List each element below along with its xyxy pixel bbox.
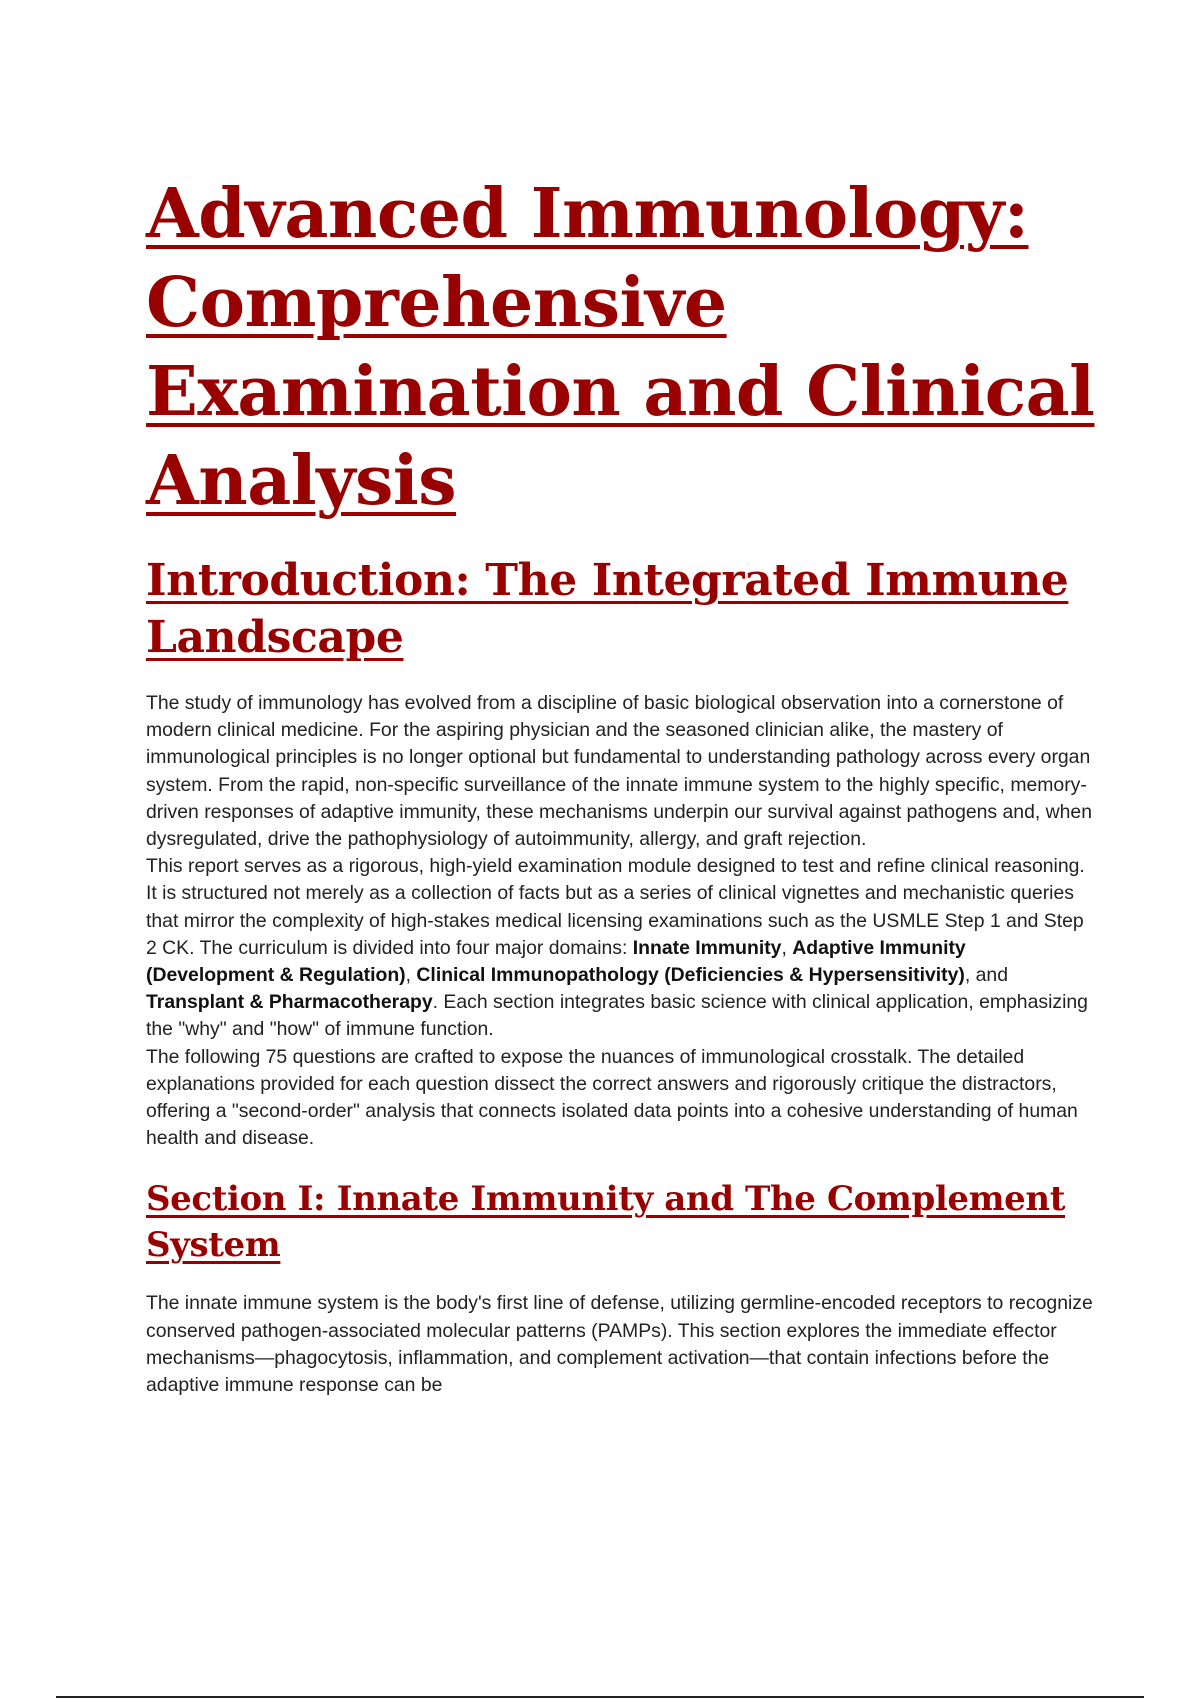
- separator: ,: [781, 936, 793, 959]
- paragraph-2-lead: This report serves as a rigorous, high-yield examination module designed to test and refine clinical reasoning. It is structured not merely as a collection of facts but as a series of clinical vignettes and mechanistic queries that mirror the complexity of high-stakes medical licensing examinations such as the USMLE Step 1 and Step 2 CK. The curriculum is divided into four major domains:: [146, 855, 1085, 959]
- section-1-paragraph-1: The innate immune system is the body's first line of defense, utilizing germline-encoded receptors to recognize conserved pathogen-associated molecular patterns (PAMPs). This section explores the immediate effector mechanisms—phagocytosis, inflammation, and complement activation—that contain infections before the adaptive immune response can be: [146, 1292, 1093, 1397]
- domain-transplant-pharmacotherapy: Transplant & Pharmacotherapy: [146, 991, 433, 1014]
- domain-clinical-immunopathology: Clinical Immunopathology (Deficiencies & Hypersensitivity): [416, 964, 965, 987]
- domain-innate-immunity: Innate Immunity: [632, 936, 782, 959]
- separator: ,: [405, 964, 417, 987]
- separator: , and: [964, 964, 1009, 987]
- introduction-heading: Introduction: The Integrated Immune Landscape: [146, 555, 1069, 663]
- section-1-heading: Section I: Innate Immunity and The Complement System: [146, 1179, 1066, 1266]
- document-title: Advanced Immunology: Comprehensive Examination and Clinical Analysis: [146, 174, 1095, 521]
- page-bottom-rule: [56, 1696, 1144, 1698]
- paragraph-2-tail: . Each section integrates basic science with clinical application, emphasizing the "why" and "how" of immune function.: [146, 991, 1088, 1041]
- introduction-paragraph-3: The following 75 questions are crafted to expose the nuances of immunological crosstalk. The detailed explanations provided for each question dissect the correct answers and rigorously critique the distractors, offering a "second-order" analysis that connects isolated data points into a cohesive understanding of human health and disease.: [146, 1045, 1078, 1150]
- domain-adaptive-immunity: Adaptive Immunity (Development & Regulation): [146, 936, 966, 987]
- document-page: [146, 170, 1096, 1399]
- introduction-paragraph-1: The study of immunology has evolved from a discipline of basic biological observation into a cornerstone of modern clinical medicine. For the aspiring physician and the seasoned clinician alike, the mastery of immunological principles is no longer optional but fundamental to understanding pathology across every organ system. From the rapid, non-specific surveillance of the innate immune system to the highly specific, memory-driven responses of adaptive immunity, these mechanisms underpin our survival against pathogens and, when dysregulated, drive the pathophysiology of autoimmunity, allergy, and graft rejection.: [146, 692, 1093, 851]
- introduction-paragraph-2: [146, 853, 1096, 1043]
